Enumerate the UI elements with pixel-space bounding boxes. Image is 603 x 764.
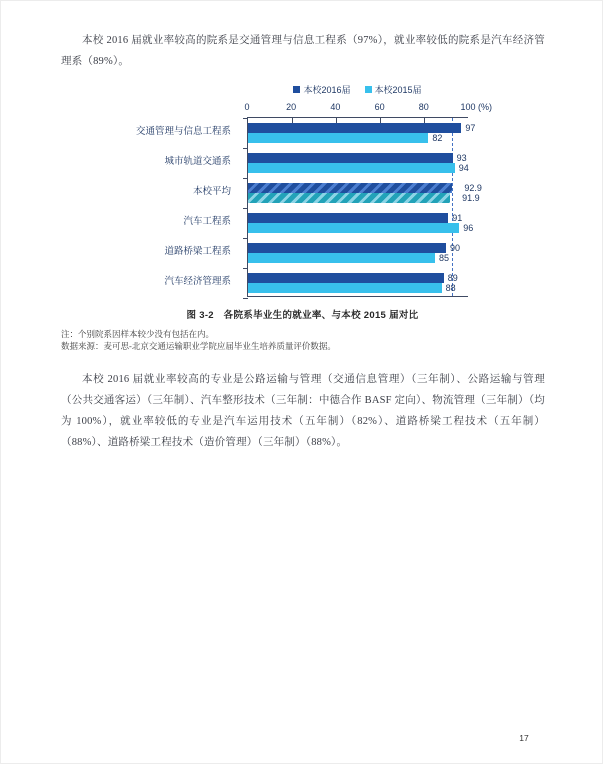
- category-label: 城市轨道交通系: [164, 156, 231, 167]
- bar-group: [248, 208, 474, 238]
- chart-note: 注：个别院系因样本较少没有包括在内。: [61, 329, 215, 339]
- bar-本校2016届: [248, 123, 476, 133]
- bar-本校2016届: [248, 213, 463, 223]
- bar-本校2016届: [248, 243, 461, 253]
- chart-category-labels: [1, 117, 239, 297]
- legend-swatch-icon: [293, 86, 300, 93]
- bar-本校2015届: [248, 223, 474, 233]
- bar-group: [248, 178, 482, 208]
- category-label: 交通管理与信息工程系: [135, 126, 231, 137]
- axis-tick-mark: [243, 298, 248, 299]
- bar-本校2016届: [248, 273, 458, 283]
- legend-label: 本校2016届: [303, 85, 351, 95]
- category-label: 道路桥梁工程系: [164, 246, 231, 257]
- figure-caption: 图 3-2 各院系毕业生的就业率、与本校 2015 届对比: [186, 310, 419, 321]
- bar-value-label: 82: [432, 133, 443, 143]
- average-reference-line: [452, 118, 453, 296]
- bar-value-label: 92.9: [464, 183, 482, 193]
- bar-group: [248, 118, 476, 148]
- bar-value-label: 90: [450, 243, 461, 253]
- category-label: 汽车经济管理系: [164, 276, 231, 287]
- bar-value-label: 91: [452, 213, 463, 223]
- bar-本校2015届: [248, 283, 456, 293]
- legend-label: 本校2015届: [374, 85, 422, 95]
- bar-value-label: 89: [447, 273, 458, 283]
- bar-本校2015届: [248, 163, 469, 173]
- bar-value-label: 97: [465, 123, 476, 133]
- data-source-note: 数据来源：麦可思-北京交通运输职业学院应届毕业生培养质量评价数据。: [61, 341, 336, 351]
- x-tick-label: 20: [286, 102, 297, 112]
- bar-value-label: 94: [458, 163, 469, 173]
- bar-本校2016届: [248, 183, 482, 193]
- x-tick-label: 100: [460, 102, 476, 112]
- bar-本校2016届: [248, 153, 467, 163]
- x-axis-ticks: [244, 102, 492, 114]
- employment-rate-chart: [1, 81, 603, 317]
- x-tick-label: 60: [374, 102, 385, 112]
- bar-value-label: 93: [456, 153, 467, 163]
- chart-legend: [247, 83, 468, 96]
- paragraph-employment-by-department: 本校 2016 届就业率较高的院系是交通管理与信息工程系（97%），就业率较低的院系是汽车经济管理系（89%）。: [61, 35, 545, 67]
- bar-group: [248, 268, 468, 298]
- legend-swatch-icon: [365, 86, 372, 93]
- bar-本校2015届: [248, 253, 450, 263]
- page-number: 17: [519, 733, 529, 743]
- chart-plot-area: [247, 117, 482, 297]
- category-label: 本校平均: [192, 186, 231, 197]
- bar-group: [248, 238, 468, 268]
- category-label: 汽车工程系: [183, 216, 231, 227]
- bar-group: [248, 148, 468, 178]
- x-axis-unit-label: (%): [478, 102, 492, 112]
- x-tick-label: 40: [330, 102, 341, 112]
- bar-本校2015届: [248, 133, 443, 143]
- bar-value-label: 85: [439, 253, 450, 263]
- bar-value-label: 88: [445, 283, 456, 293]
- bar-value-label: 96: [463, 223, 474, 233]
- bar-value-label: 91.9: [462, 193, 480, 203]
- legend-item: [365, 83, 422, 96]
- x-tick-label: 0: [244, 102, 250, 112]
- paragraph-employment-by-major: 本校 2016 届就业率较高的专业是公路运输与管理（交通信息管理）（三年制）、公路运输与管理（公共交通客运）（三年制）、汽车整形技术（三年制：中德合作 BASF 定向）、物流管理（三年制）（均为 100%），就业率较低的专业是汽车运用技术（五年制）（82%）、道路桥梁工程技术（五年制）（88%）、道路桥梁工程技术（造价管理）（三年制）（88%）。: [61, 374, 545, 448]
- bar-本校2015届: [248, 193, 480, 203]
- legend-item: [293, 83, 350, 96]
- x-tick-label: 80: [418, 102, 429, 112]
